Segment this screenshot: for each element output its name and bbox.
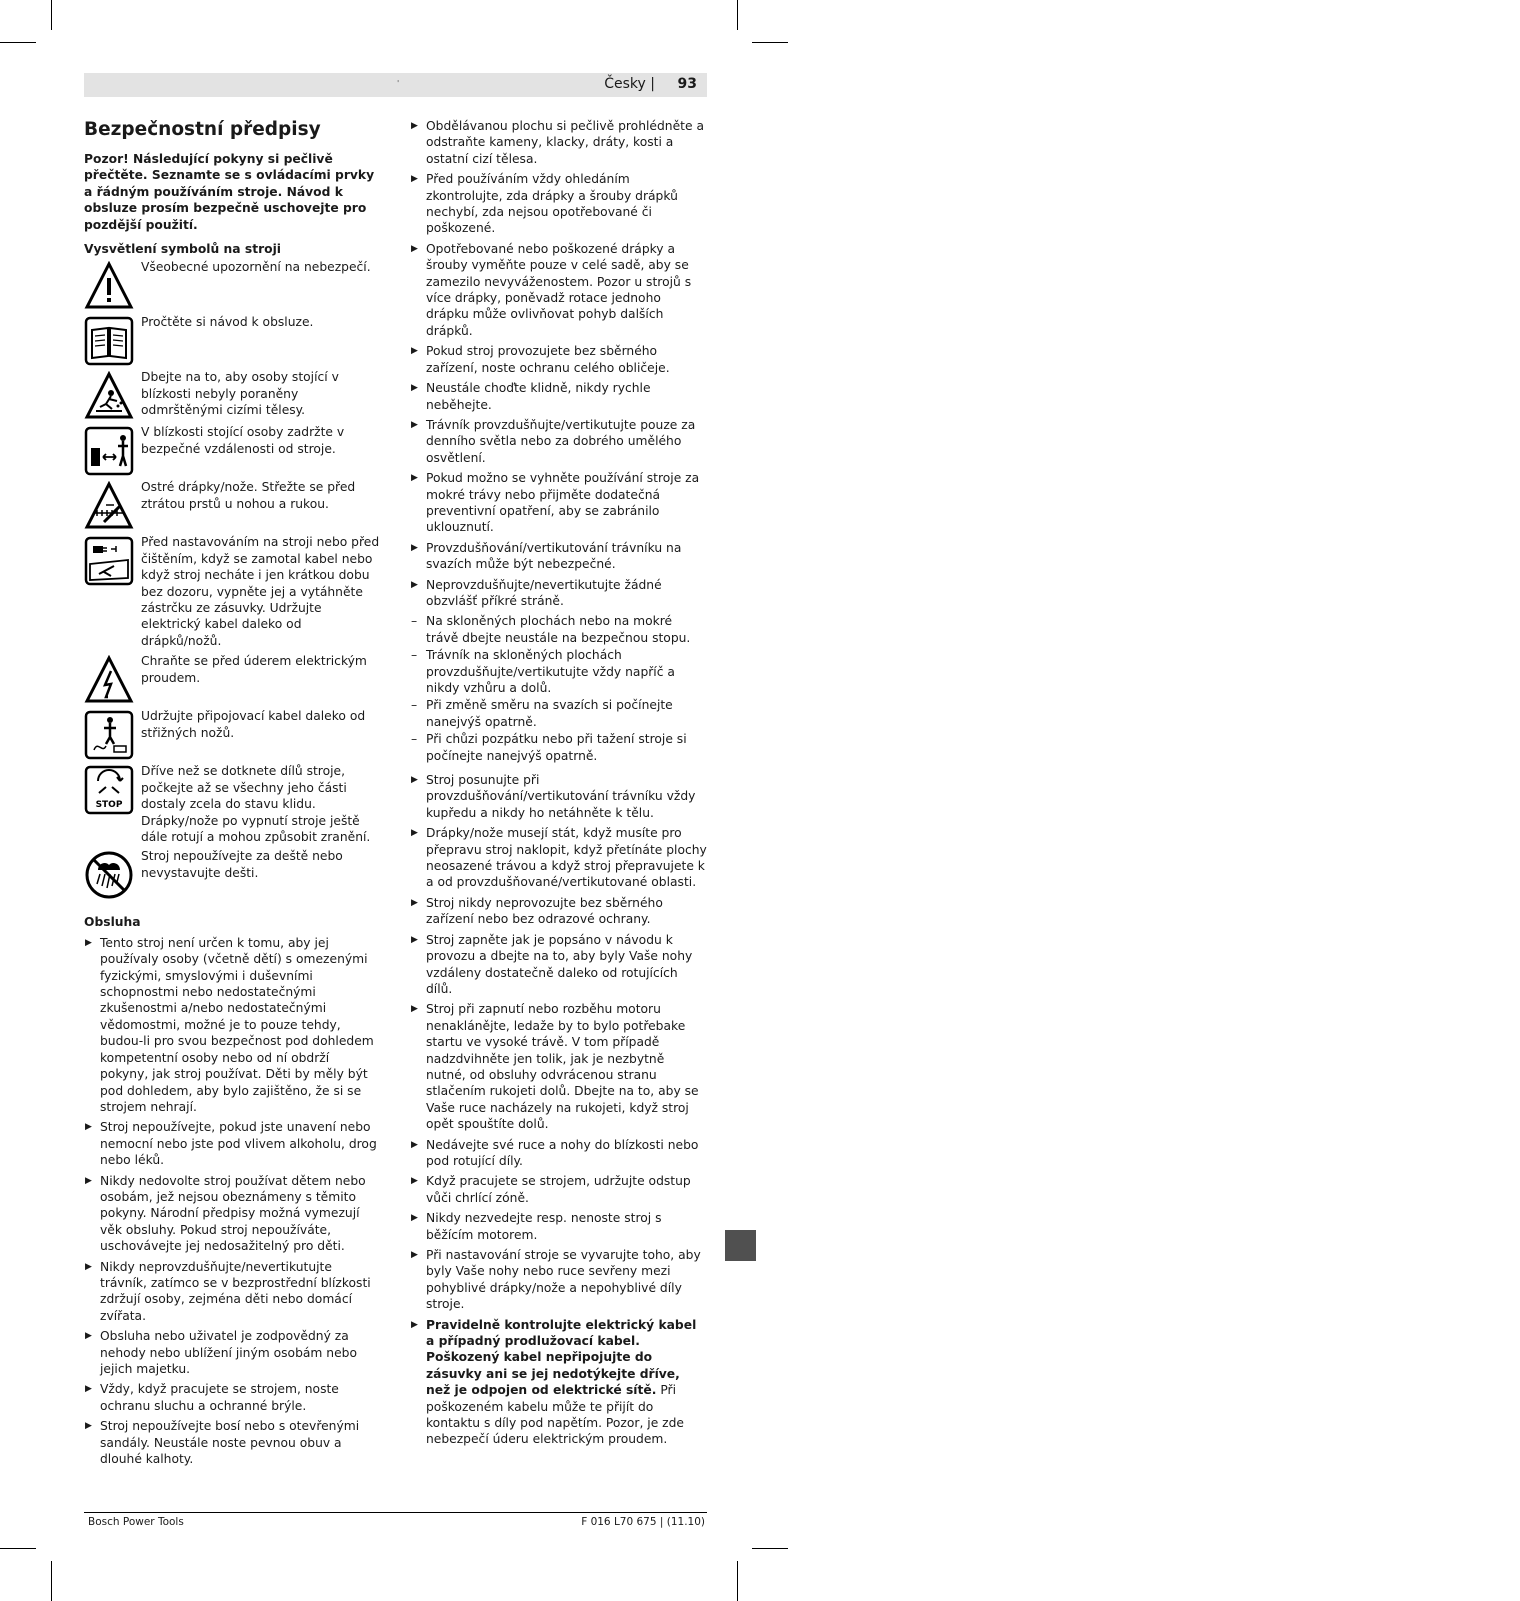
list-item: ▶ Pokud možno se vyhněte používání stroje za mokré trávy nebo přijměte dodatečná preventivní opatření, aby se zabránilo uklouznutí. — [411, 471, 700, 535]
bullet-marker: ▶ — [411, 934, 418, 945]
bullet-marker: ▶ — [411, 1176, 418, 1187]
bullet-marker: ▶ — [411, 775, 418, 786]
list-item: ▶ Stroj při zapnutí nebo rozběhu motoru nenaklánějte, ledaže by to bylo potřebake startu ve vysoké trávě. V tom případě nadzdvihněte jen tolik, jak je nezbytně nutné, od obsluhy odvrácenou stranu stlačením rukojeti dolů. Dbejte na to, aby se Vaše ruce nacházely na rukojeti, když stroj opět spouštíte dolů. — [411, 1002, 699, 1132]
symbol-text: Před nastavováním na stroji nebo před čištěním, když se zamotal kabel nebo když stroj necháte i jen krátkou dobu bez dozoru, vypněte jej a vytáhněte zástrčku ze zásuvky. Udržujte elektrický kabel daleko od drápků/nožů. — [141, 535, 380, 648]
bullet-marker: ▶ — [411, 1250, 418, 1260]
operation-list — [84, 935, 380, 1468]
symbol-text: Chraňte se před úderem elektrickým proudem. — [141, 654, 367, 685]
page-header — [84, 73, 707, 97]
list-item: ▶ Neprovzdušňujte/nevertikutujte žádné obzvlášť příkré stráně. — [411, 577, 662, 608]
symbol-row — [84, 534, 380, 653]
right-column — [410, 118, 707, 1452]
footer-rule — [84, 1512, 707, 1513]
unplug-icon — [84, 536, 134, 586]
symbol-row — [84, 259, 380, 314]
safety-list-a — [410, 118, 707, 609]
keep-distance-icon — [84, 426, 134, 476]
symbol-text: Dbejte na to, aby osoby stojící v blízkosti nebyly poraněny odmrštěnými cizími tělesy. — [141, 370, 339, 418]
list-item: ▶ Stroj nikdy neprovozujte bez sběrného zařízení nebo bez odrazové ochrany. — [411, 895, 663, 927]
symbol-row — [84, 369, 380, 424]
symbol-row — [84, 653, 380, 708]
symbol-text: Pročtěte si návod k obsluze. — [141, 315, 314, 330]
list-item: ▶ Stroj nepoužívejte bosí nebo s otevřenými sandály. Neustále noste pevnou obuv a dlouhé kalhoty. — [85, 1419, 360, 1467]
header-language: Česky | — [604, 76, 655, 92]
bullet-marker: ▶ — [411, 1213, 418, 1224]
list-item: ▶ Nikdy nedovolte stroj používat dětem nebo osobám, jež nejsou obeznámeny s těmito pokyny. Národní předpisy možná vymezují věk obsluhy. Pokud stroj nepoužíváte, uschovávejte jej nedosažitelný pro děti. — [85, 1173, 366, 1254]
bullet-marker: ▶ — [411, 542, 418, 553]
bullet-marker: ▶ — [85, 1261, 92, 1272]
bullet-marker: ▶ — [411, 473, 418, 484]
bullet-marker: ▶ — [411, 579, 418, 590]
symbol-row — [84, 763, 380, 848]
thumb-index-tab — [725, 1230, 756, 1261]
dash-marker: – — [411, 614, 418, 629]
symbol-row — [84, 708, 380, 763]
crop-mark — [0, 42, 36, 43]
list-item: ▶ Provzdušňování/vertikutování trávníku na svazích může být nebezpečné. — [411, 540, 682, 572]
bullet-marker: ▶ — [411, 1004, 418, 1015]
list-item: ▶ Stroj zapněte jak je popsáno v návodu k provozu a dbejte na to, aby byly Vaše nohy vzdáleny dostatečně daleko od rotujících dílů. — [411, 932, 693, 996]
symbol-row — [84, 314, 380, 369]
warning-triangle-icon — [84, 261, 134, 311]
bullet-marker: ▶ — [411, 828, 418, 839]
cable-warning-text: Při poškozeném kabelu může te přijít do kontaktu s díly pod napětím. Pozor, je zde nebezpečí úderu elektrickým proudem. — [426, 1383, 684, 1447]
crop-mark — [752, 42, 788, 43]
bullet-marker: ▶ — [85, 1175, 92, 1186]
list-item: ▶ Drápky/nože musejí stát, když musíte pro přepravu stroj naklopit, když přetínáte plochy neosazené trávou a když stroj přepravujete k a od provzdušňované/vertikutované oblasti. — [411, 826, 707, 890]
crop-mark — [51, 0, 52, 30]
footer-brand: Bosch Power Tools — [88, 1516, 184, 1528]
symbol-text: Ostré drápky/nože. Střežte se před ztrátou prstů u nohou a rukou. — [141, 480, 356, 511]
svg-text:STOP: STOP — [95, 800, 123, 811]
list-item: ▶ Před používáním vždy ohledáním zkontrolujte, zda drápky a šrouby drápků nechybí, zda nejsou opotřebované či poškozené. — [411, 172, 678, 236]
bullet-marker: ▶ — [411, 1139, 418, 1150]
list-item: ▶ Obsluha nebo uživatel je zodpovědný za nehody nebo ublížení jiným osobám nebo jejich majetku. — [85, 1329, 357, 1376]
dash-item: – Na skloněných plochách nebo na mokré trávě dbejte neustále na bezpečnou stopu. — [411, 614, 691, 645]
crop-mark — [737, 0, 738, 30]
bullet-marker: ▶ — [411, 174, 418, 185]
bullet-marker: ▶ — [85, 1421, 92, 1432]
list-item — [410, 1317, 707, 1448]
footer-doc-number: F 016 L70 675 | (11.10) — [581, 1516, 705, 1528]
crop-mark — [737, 1561, 738, 1601]
list-item: ▶ Neustále choďte klidně, nikdy rychle neběhejte. — [411, 381, 651, 412]
dash-item: – Při chůzi pozpátku nebo při tažení stroje si počínejte nanejvýš opatrně. — [411, 732, 687, 763]
dash-marker: – — [411, 698, 418, 713]
list-item: ▶ Obdělávanou plochu si pečlivě prohlédněte a odstraňte kameny, klacky, dráty, kosti a ostatní cizí tělesa. — [411, 119, 704, 166]
bullet-marker: ▶ — [411, 121, 418, 131]
bullet-marker: ▶ — [411, 419, 418, 430]
safety-list-b — [410, 772, 707, 1448]
symbol-text: Dříve než se dotknete dílů stroje, počkejte až se všechny jeho části dostaly zcela do stavu klidu. Drápky/nože po vypnutí stroje ještě dále rotují a mohou způsobit zranění. — [141, 764, 371, 845]
symbol-text: Udržujte připojovací kabel daleko od střižných nožů. — [141, 709, 366, 740]
slope-dash-list — [410, 613, 707, 764]
bullet-marker: ▶ — [411, 897, 418, 908]
dash-item: – Trávník na skloněných plochách provzdušňujte/vertikutujte vždy napříč a nikdy vzhůru a dolů. — [411, 648, 675, 695]
header-tick: ' — [397, 79, 400, 88]
dash-marker: – — [411, 648, 418, 663]
cable-warning-bold: Pravidelně kontrolujte elektrický kabel a případný prodlužovací kabel. Poškozený kabel nepřipojujte do zásuvky ani se jej nedotýkejte dříve, než je odpojen od elektrické sítě. — [426, 1317, 697, 1398]
flying-debris-icon — [84, 371, 134, 421]
bullet-marker: ▶ — [411, 1319, 418, 1330]
symbol-row — [84, 479, 380, 534]
bullet-marker: ▶ — [85, 1384, 92, 1395]
list-item: ▶ Nedávejte své ruce a nohy do blízkosti nebo pod rotující díly. — [411, 1137, 699, 1168]
dash-item: – Při změně směru na svazích si počínejte nanejvýš opatrně. — [411, 698, 673, 729]
symbol-row — [84, 848, 380, 906]
page-title: Bezpečnostní předpisy — [84, 119, 321, 140]
symbols-heading: Vysvětlení symbolů na stroji — [84, 242, 282, 257]
list-item: ▶ Nikdy neprovzdušňujte/nevertikutujte trávník, zatímco se v bezprostřední blízkosti zdržují osoby, zejména děti nebo domácí zvířata. — [85, 1259, 371, 1323]
list-item: ▶ Při nastavování stroje se vyvarujte toho, aby byly Vaše nohy nebo ruce sevřeny mezi pohyblivé drápky/nože a nepohyblivé díly stroje. — [411, 1248, 701, 1312]
list-item: ▶ Stroj nepoužívejte, pokud jste unavení nebo nemocní nebo jste pod vlivem alkoholu, drog nebo léků. — [85, 1120, 377, 1168]
list-item: ▶ Opotřebované nebo poškozené drápky a šrouby vyměňte pouze v celé sadě, aby se zamezilo nevyváženostem. Pozor u strojů s více drápky, poněvadž rotace jednoho drápku může ovlivňovat pohyb dalších drápků. — [411, 241, 692, 338]
dash-marker: – — [411, 732, 418, 747]
bullet-marker: ▶ — [411, 346, 418, 357]
list-item: ▶ Stroj posunujte při provzdušňování/vertikutování trávníku vždy kupředu a nikdy ho netáhněte k tělu. — [411, 773, 696, 820]
crop-mark — [0, 1548, 36, 1549]
bullet-marker: ▶ — [85, 1122, 92, 1133]
sharp-blades-icon — [84, 481, 134, 531]
list-item: ▶ Když pracujete se strojem, udržujte odstup vůči chrlící zóně. — [411, 1174, 691, 1205]
operation-heading: Obsluha — [84, 915, 141, 930]
symbol-text: Stroj nepoužívejte za deště nebo nevystavujte dešti. — [141, 849, 343, 880]
manual-book-icon — [84, 316, 134, 366]
symbol-row — [84, 424, 380, 479]
crop-mark — [51, 1561, 52, 1601]
bullet-marker: ▶ — [411, 243, 418, 254]
symbol-text: Všeobecné upozornění na nebezpečí. — [141, 260, 371, 275]
crop-mark — [752, 1548, 788, 1549]
page-number: 93 — [677, 76, 697, 92]
electric-shock-icon — [84, 655, 134, 705]
bullet-marker: ▶ — [85, 937, 92, 948]
no-rain-icon — [84, 850, 134, 900]
cable-away-icon — [84, 710, 134, 760]
list-item: ▶ Trávník provzdušňujte/vertikutujte pouze za denního světla nebo za dobrého umělého osvětlení. — [411, 417, 696, 465]
list-item: ▶ Pokud stroj provozujete bez sběrného zařízení, noste ochranu celého obličeje. — [411, 344, 670, 375]
symbol-text: V blízkosti stojící osoby zadržte v bezpečné vzdálenosti od stroje. — [141, 425, 345, 456]
left-column — [84, 118, 380, 1471]
list-item: ▶ Vždy, když pracujete se strojem, noste ochranu sluchu a ochranné brýle. — [85, 1382, 339, 1413]
stop-rotation-icon — [84, 765, 134, 815]
bullet-marker: ▶ — [85, 1331, 92, 1342]
bullet-marker: ▶ — [411, 383, 418, 394]
list-item: ▶ Nikdy nezvedejte resp. nenoste stroj s běžícím motorem. — [411, 1211, 662, 1242]
list-item: ▶ Tento stroj není určen k tomu, aby jej používaly osoby (včetně dětí) s omezenými fyzickými, smyslovými i duševními schopnostmi nebo nedostatečnými zkušenostmi a/nebo nedostatečnými vědomostmi, možné je to pouze tehdy, budou-li pro svou bezpečnost pod dohledem kompetentní osoby nebo od ní obdrží pokyny, jak stroj používat. Děti by měly být pod dohledem, aby bylo zajištěno, že si se strojem nehrají. — [85, 935, 374, 1114]
intro-warning: Pozor! Následující pokyny si pečlivě přečtěte. Seznamte se s ovládacími prvky a řádným používáním stroje. Návod k obsluze prosím bezpečně uschovejte pro pozdější použití. — [84, 152, 375, 232]
